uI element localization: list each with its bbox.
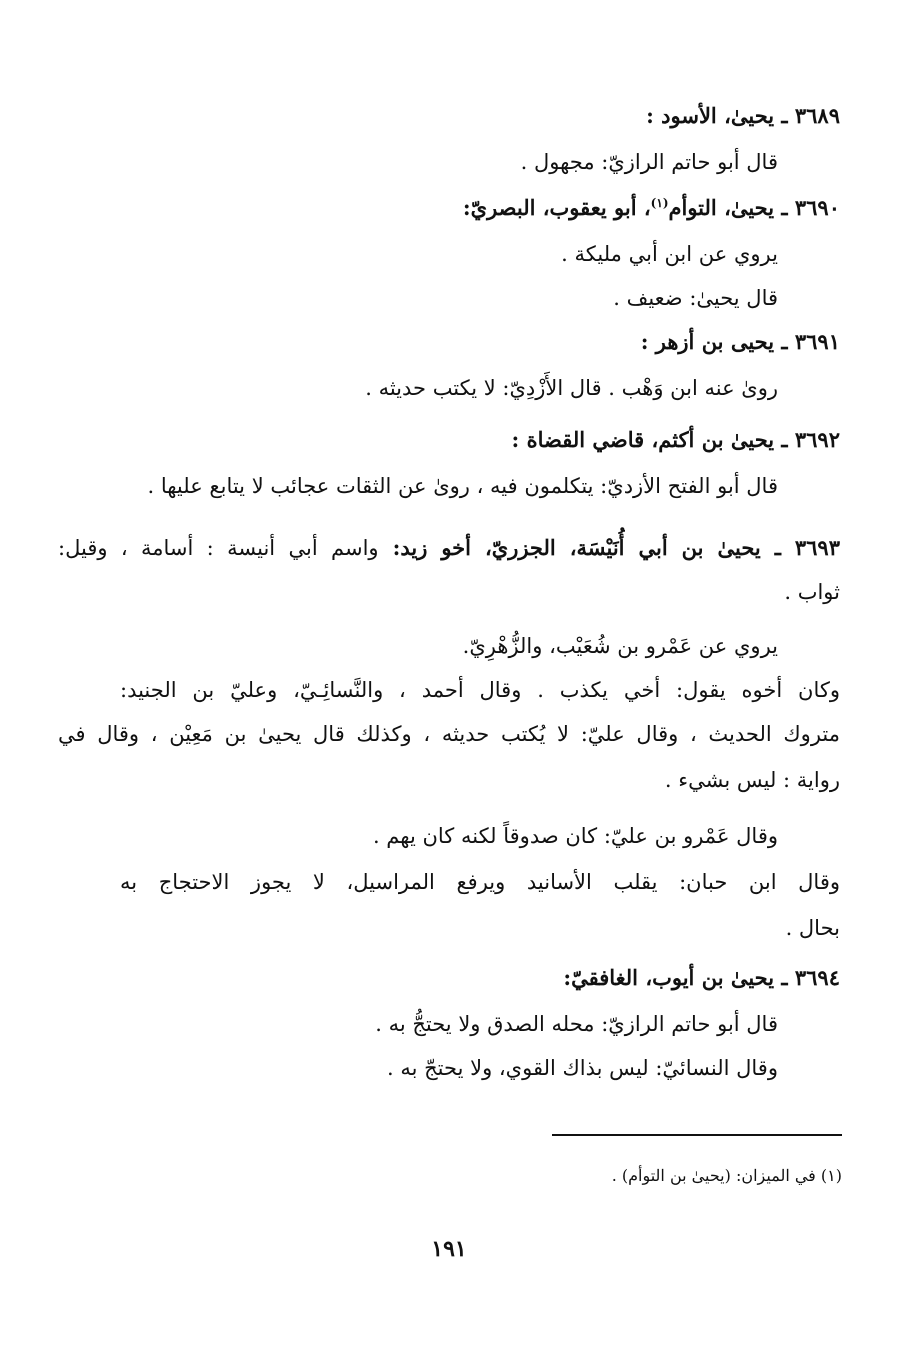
- footnote: (١) في الميزان: (يحيىٰ بن التوأم) .: [611, 1166, 842, 1185]
- entry-line: بحال .: [785, 916, 840, 940]
- entry-line: يروي عن ابن أبي مليكة .: [561, 242, 778, 266]
- entry-heading: ٣٦٩٤ ـ يحيىٰ بن أيوب، الغافقيّ:: [563, 965, 840, 990]
- entry-heading: ٣٦٩٠ ـ يحيىٰ، التوأم$^{(١)}$، أبو يعقوب، البصريّ:: [462, 195, 840, 220]
- entry-line: وقال عَمْرو بن عليّ: كان صدوقاً لكنه كان يهم .: [372, 824, 778, 848]
- entry-line: قال يحيىٰ: ضعيف .: [613, 286, 778, 310]
- entry-line: يروي عن عَمْرو بن شُعَيْب، والزُّهْرِيّ.: [462, 634, 778, 658]
- entry-line: متروك الحديث ، وقال عليّ: لا يُكتب حديثه ، وكذلك قال يحيىٰ بن مَعِيْن ، وقال في: [58, 722, 840, 746]
- entry-line: قال أبو حاتم الرازيّ: محله الصدق ولا يحتجُّ به .: [375, 1012, 778, 1036]
- entry-heading: ٣٦٩٢ ـ يحيىٰ بن أكثم، قاضي القضاة :: [511, 427, 840, 452]
- entry-heading: ٣٦٩٣ ـ يحيىٰ بن أبي أُنَيْسَة، الجزريّ، أخو زيد: واسم أبي أنيسة : أسامة ، وقيل:: [58, 535, 840, 560]
- entry-line: وقال ابن حبان: يقلب الأسانيد ويرفع المراسيل، لا يجوز الاحتجاج به: [120, 870, 840, 894]
- footnote-separator: [552, 1134, 842, 1136]
- footnote-marker: (١): [650, 196, 669, 210]
- entry-line: قال أبو الفتح الأزديّ: يتكلمون فيه ، روىٰ عن الثقات عجائب لا يتابع عليها .: [147, 474, 778, 498]
- entry-line: قال أبو حاتم الرازيّ: مجهول .: [520, 150, 778, 174]
- entry-line: وكان أخوه يقول: أخي يكذب . وقال أحمد ، والنَّسائِـيّ، وعليّ بن الجنيد:: [120, 678, 840, 702]
- entry-line: ثواب .: [784, 580, 840, 604]
- entry-line: رواية : ليس بشيء .: [664, 768, 840, 792]
- page-number: ١٩١: [431, 1236, 467, 1262]
- entry-heading: ٣٦٨٩ ـ يحيىٰ، الأسود :: [646, 103, 840, 128]
- entry-line: روىٰ عنه ابن وَهْب . قال الأَزْدِيّ: لا يكتب حديثه .: [365, 376, 778, 400]
- entry-line: وقال النسائيّ: ليس بذاك القوي، ولا يحتجّ به .: [387, 1056, 778, 1080]
- entry-heading: ٣٦٩١ ـ يحيى بن أزهر :: [640, 329, 840, 354]
